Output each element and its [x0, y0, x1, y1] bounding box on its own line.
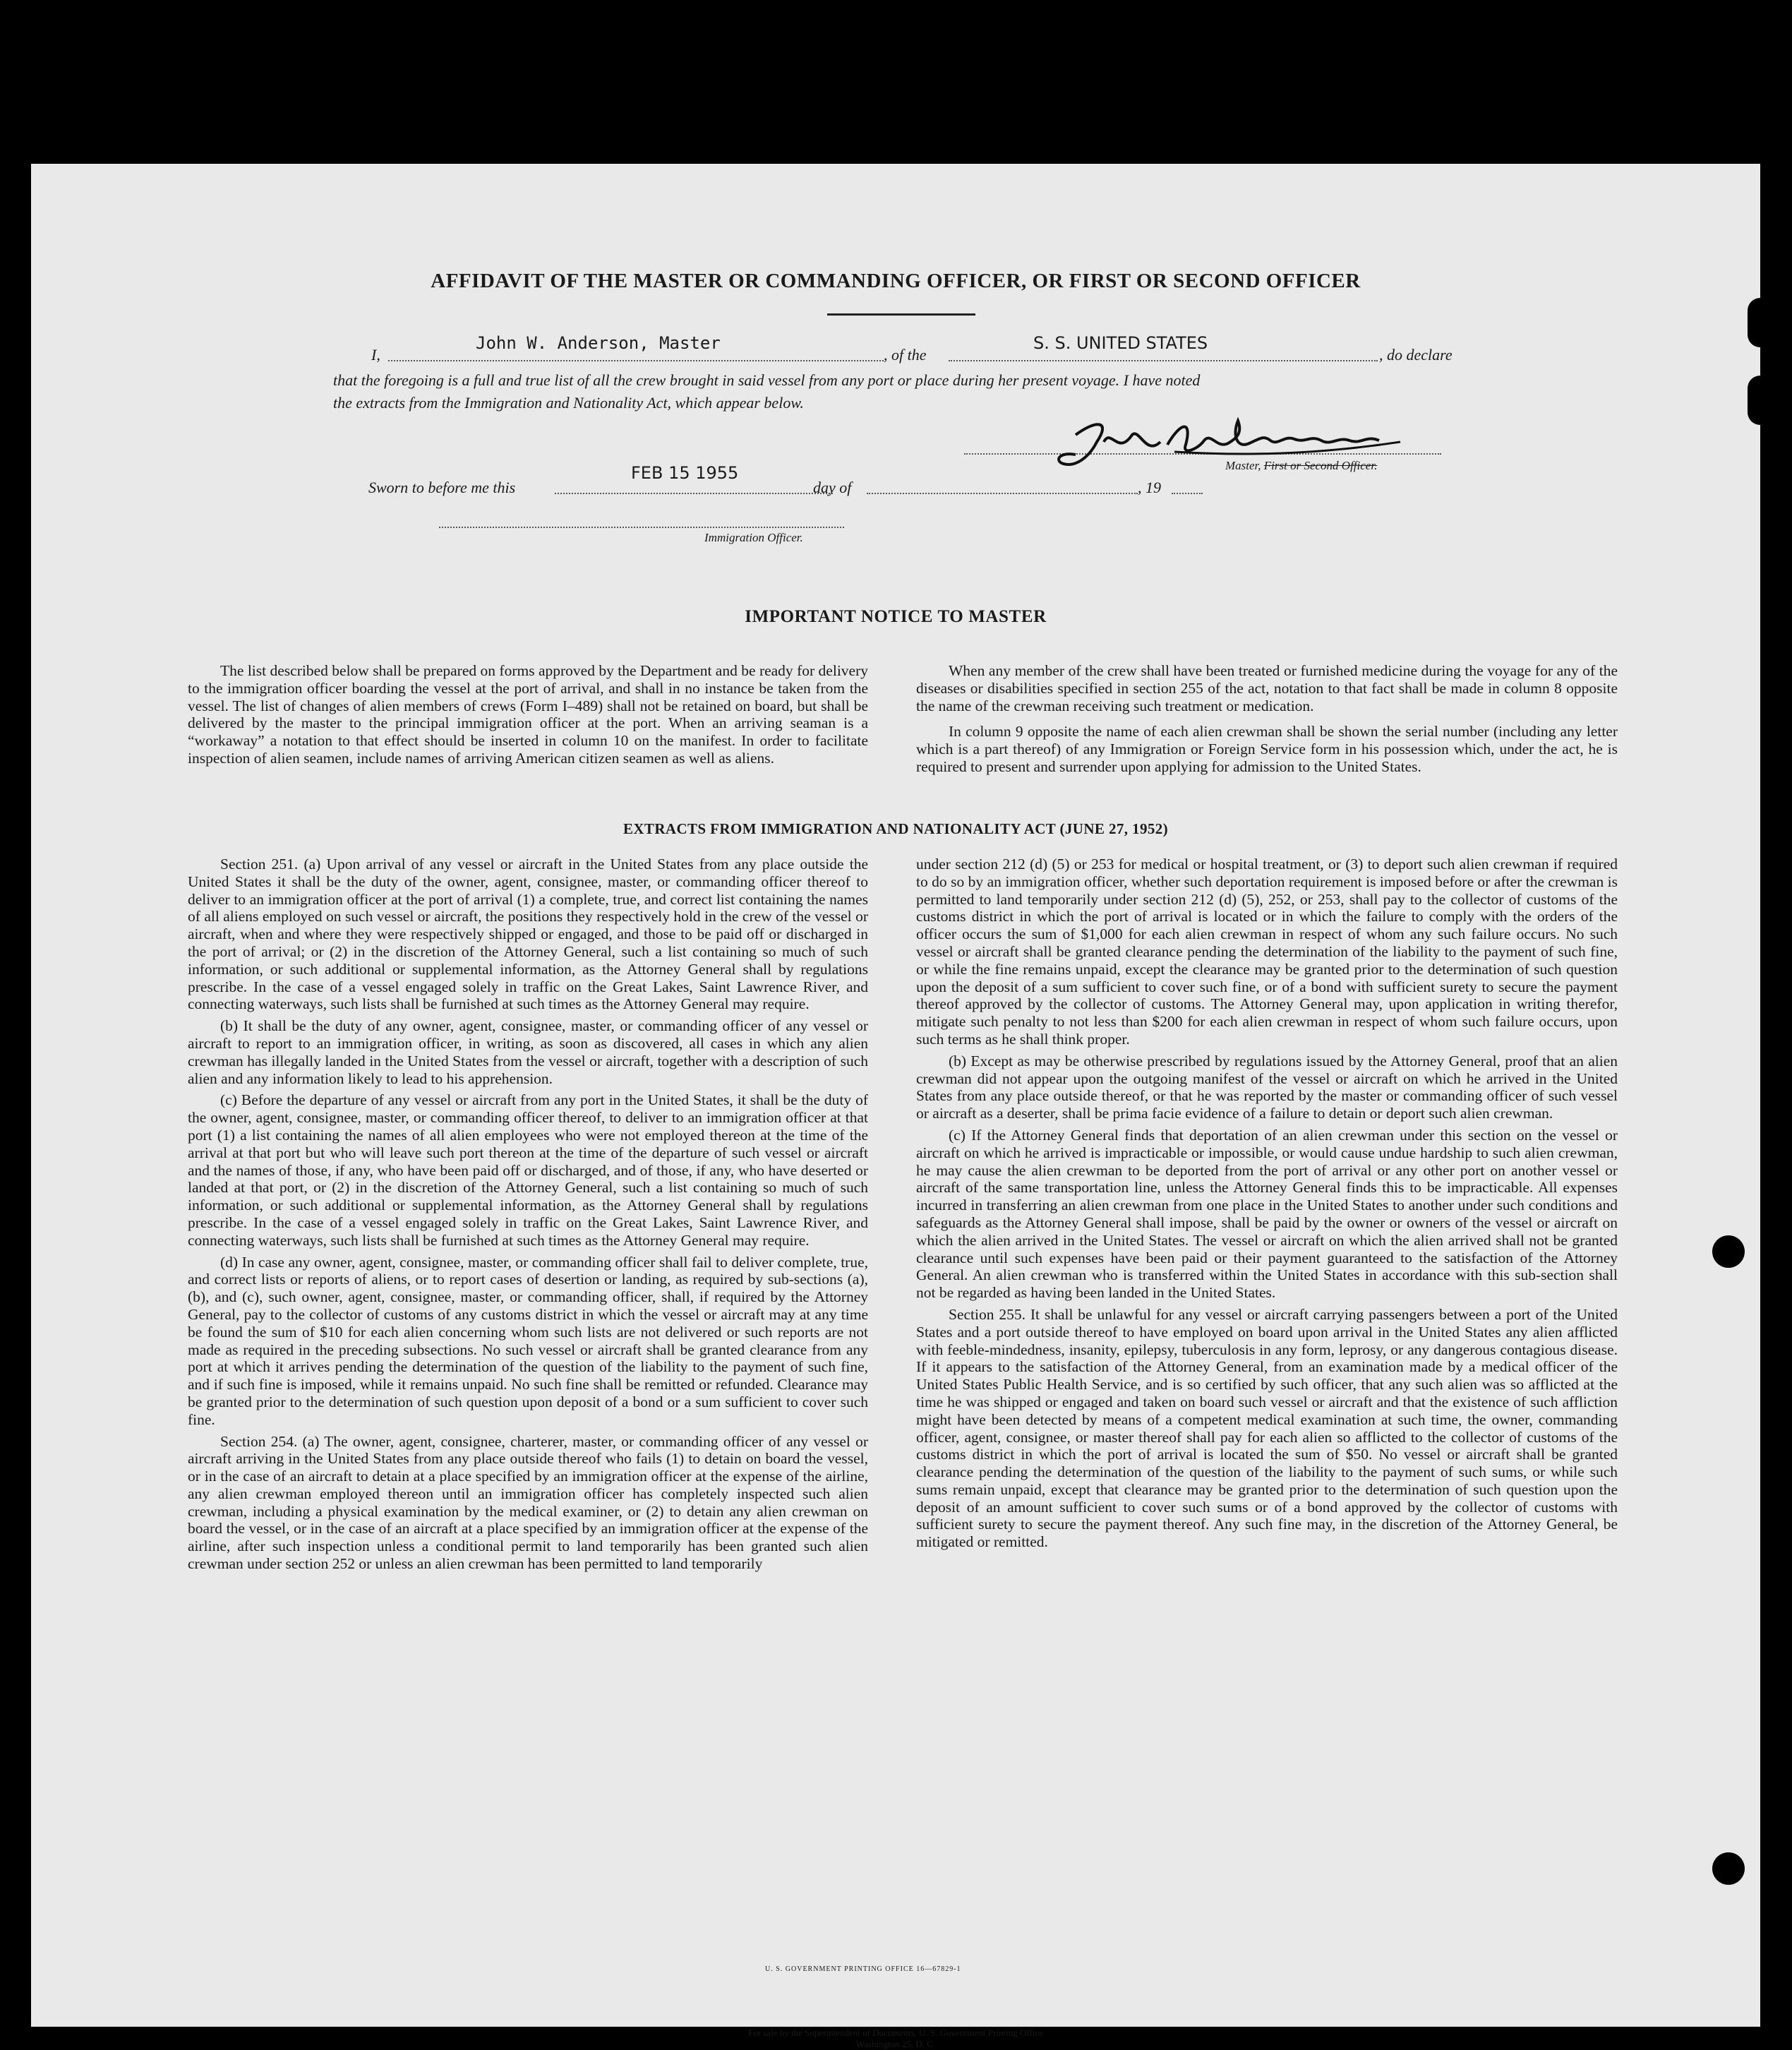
edge-notch — [1748, 376, 1760, 425]
month-line — [867, 491, 1138, 494]
notice-title: IMPORTANT NOTICE TO MASTER — [745, 607, 1047, 626]
master-caption: Master, First or Second Officer. — [1225, 459, 1378, 472]
section-255: Section 255. It shall be unlawful for any vessel or aircraft carrying passengers between a port of the United States and a port outside thereof to have employed on board upon arrival in the United States any alien afflicted with feeble-mindedness, insanity, epilepsy, tuberculosis in any form, leprosy, or any dangerous contagious disease. If it appears to the satisfaction of the Attorney General, from an examination made by a medical officer of the United States Public Health Service, and is so certified by such officer, that any such alien was so afflicted at the time he was shipped or engaged and taken on board such vessel or aircraft and that the existence of such affliction might have been detected by means of a competent medical examination at such time, the owner, commanding officer, agent, consignee, or master thereof shall pay for each alien so afflicted to the collector of customs of the customs district in which the port of arrival is located the sum of $50. No vessel or aircraft shall be granted clearance pending the determination of the question of the liability to the payment of such sums, or while such sums remain unpaid, except that clearance may be granted prior to the determination of such question upon the deposit of an amount sufficient to cover such sums or of a bond approved by the collector of customs with sufficient surety to secure the payment thereof. Any such fine may, in the discretion of the Attorney General, be mitigated or remitted. — [916, 1305, 1618, 1551]
section-251-d: (d) In case any owner, agent, consignee, master, or commanding officer shall fail to deliver complete, true, and correct lists or reports of aliens, or to report cases of desertion or landing, as required by sub-sections (a), (b), and (c), such owner, agent, consignee, master, or commanding officer, shall, if required by the Attorney General, pay to the collector of customs of any customs district in which the vessel or aircraft may at any time be found the sum of $10 for each alien concerning whom such lists are not delivered or such reports are not made as required in the preceding subsections. No such vessel or aircraft shall be granted clearance from any port at which it arrives pending the determination of the question of the liability to the payment of such fine, and if such fine is imposed, while it remains unpaid. No such fine shall be remitted or refunded. Clearance may be granted prior to the determination of such question upon deposit of a bond or a sum sufficient to cover such fine. — [188, 1253, 868, 1428]
statement-line-1: that the foregoing is a full and true list of all the crew brought in said vessel from any port or place during her present voyage. I have noted — [333, 371, 1201, 389]
section-254-c: (c) If the Attorney General finds that deportation of an alien crewman under this section on the vessel or aircraft on which he arrived is impracticable or impossible, or would cause undue hardship to such alien crewman, he may cause the alien crewman to be deported from the port of arrival or any other port on another vessel or aircraft of the same transportation line, unless the Attorney General finds this to be impracticable. All expenses incurred in transferring an alien crewman from one place in the United States to another under such conditions and safeguards as the Attorney General shall impose, shall be paid by the owner or owners of the vessel or aircraft on which the alien arrived in the United States. The vessel or aircraft on which the alien arrived shall not be granted clearance until such expenses have been paid or their payment guaranteed to the satisfaction of the Attorney General. An alien crewman who is transferred within the United States in accordance with this sub-section shall not be regarded as having been landed in the United States. — [916, 1126, 1618, 1302]
extracts-right-column — [916, 856, 1618, 1551]
section-254-a: Section 254. (a) The owner, agent, consignee, charterer, master, or commanding officer of any vessel or aircraft arriving in the United States from any place outside thereof who fails (1) to detain on board the vessel, or in the case of an aircraft to detain at a place specified by an immigration officer at the expense of the airline, any alien crewman employed thereon until an immigration officer has completely inspected such alien crewman, including a physical examination by the medical examiner, or (2) to detain any alien crewman on board the vessel, or in the case of an aircraft at a place specified by an immigration officer at the expense of the airline, after such inspection unless a conditional permit to land temporarily has been granted such alien crewman under section 252 or unless an alien crewman has been permitted to land temporarily — [188, 1432, 868, 1573]
extracts-left-column — [188, 856, 868, 1573]
notice-left-column — [188, 662, 868, 767]
section-251-c: (c) Before the departure of any vessel or aircraft from any port in the United States, it shall be the duty of the owner, agent, consignee, master, or commanding officer thereof, to deliver to an immigration officer at that port (1) a list containing the names of all alien employees who were not employed thereon at the time of the arrival at that port but who will leave such port thereon at the time of the departure of such vessel or aircraft and the names of those, if any, who have been paid off or discharged, and of those, if any, who have deserted or landed at that port, or (2) in the discretion of the Attorney General, such a list containing so much of such information, or such additional or supplemental information, as the Attorney General shall by regulations prescribe. In the case of a vessel engaged solely in traffic on the Great Lakes, Saint Lawrence River, and connecting waterways, such lists shall be furnished at such times as the Attorney General may require. — [188, 1091, 868, 1249]
extracts-title: EXTRACTS FROM IMMIGRATION AND NATIONALITY ACT (JUNE 27, 1952) — [623, 820, 1169, 837]
affidavit-title: AFFIDAVIT OF THE MASTER OR COMMANDING OFFICER, OR FIRST OR SECOND OFFICER — [431, 270, 1361, 292]
footer-line-1: For sale by the Superintendent of Documents, U. S. Government Printing Office — [748, 2027, 1043, 2038]
section-251-a: Section 251. (a) Upon arrival of any vessel or aircraft in the United States from any place outside the United States it shall be the duty of the owner, agent, consignee, master, or commanding officer thereof to deliver to an immigration officer at the port of arrival (1) a complete, true, and correct list containing the names of all aliens employed on such vessel or aircraft, the positions they respectively hold in the crew of the vessel or aircraft, when and where they were respectively shipped or engaged, and those to be paid off or discharged in the port of arrival; or (2) in the discretion of the Attorney General, such a list containing so much of such information, or such additional or supplemental information, as the Attorney General shall by regulations prescribe. In the case of a vessel engaged solely in traffic on the Great Lakes, Saint Lawrence River, and connecting waterways, such lists shall be furnished at such times as the Attorney General may require. — [188, 856, 868, 1013]
notice-paragraph: The list described below shall be prepared on forms approved by the Department and be ready for delivery to the immigration officer boarding the vessel at the port of arrival, and shall in no instance be taken from the vessel. The list of changes of alien members of crews (Form I–489) shall not be retained on board, but shall be delivered by the master to the principal immigration officer at the port. When an arriving seaman is a “workaway” a notation to that effect should be inserted in column 10 on the manifest. In order to facilitate inspection of alien seamen, include names of arriving American citizen seamen as well as aliens. — [188, 662, 868, 767]
notice-paragraph: When any member of the crew shall have been treated or furnished medicine during the voyage for any of the diseases or disabilities specified in section 255 of the act, notation to that fact shall be made in column 8 opposite the name of the crewman receiving such treatment or medication. — [916, 662, 1618, 714]
sales-footer — [31, 2027, 1760, 2050]
day-of-label: day of — [813, 479, 852, 496]
year-line — [1172, 491, 1203, 494]
section-254-a-continued: under section 212 (d) (5) or 253 for medical or hospital treatment, or (3) to deport such alien crewman if required to do so by an immigration officer, whether such deportation requirement is imposed before or after the crewman is permitted to land temporarily under section 212 (d) (5), 252, or 253, shall pay to the collector of customs of the customs district in which the port of arrival is located or in which the failure to comply with the orders of the officer occurs the sum of $1,000 for each alien crewman in respect of whom any such failure occurs. No such vessel or aircraft shall be granted clearance pending the determination of the liability to the payment of such fine, or while the fine remains unpaid, except the clearance may be granted prior to the determination of such question upon the deposit of a sum sufficient to cover such fine, or of a bond with sufficient surety to secure the payment thereof approved by the collector of customs. The Attorney General may, upon application in writing therefor, mitigate such penalty to not less than $200 for each alien crewman in respect of whom such failure occurs, upon such terms as he shall think proper. — [916, 856, 1618, 1048]
document-page — [31, 164, 1760, 2049]
vessel-name-line — [949, 359, 1378, 361]
of-the-label: , of the — [884, 346, 927, 364]
printer-line: U. S. GOVERNMENT PRINTING OFFICE 16—67829-1 — [765, 1965, 961, 1973]
punch-hole — [1712, 1852, 1745, 1885]
do-declare-label: , do declare — [1379, 346, 1453, 364]
section-254-b: (b) Except as may be otherwise prescribed by regulations issued by the Attorney General, proof that an alien crewman did not appear upon the outgoing manifest of the vessel or aircraft on which he arrived in the United States from any place outside thereof, or that he was reported by the master or commanding officer of such vessel or aircraft as a deserter, shall be prima facie evidence of a failure to detain or deport such alien crewman. — [916, 1052, 1618, 1122]
notice-right-column — [916, 662, 1618, 776]
sworn-date-stamp: FEB 15 1955 — [631, 463, 739, 483]
immigration-officer-caption: Immigration Officer. — [704, 531, 803, 544]
footer-line-2: Washington 25, D. C. — [855, 2039, 936, 2049]
i-label: I, — [371, 346, 380, 364]
master-name-field: John W. Anderson, Master — [476, 333, 721, 353]
master-name-line — [388, 359, 884, 361]
edge-notch — [1748, 298, 1760, 347]
year-label: , 19 — [1138, 479, 1161, 496]
notice-paragraph: In column 9 opposite the name of each alien crewman shall be shown the serial number (including any letter which is a part thereof) of any Immigration or Foreign Service form in his possession which, under the act, he is required to present and surrender upon applying for admission to the United States. — [916, 723, 1618, 775]
immigration-officer-line — [439, 525, 844, 528]
sworn-label: Sworn to before me this — [368, 479, 516, 496]
statement-line-2: the extracts from the Immigration and Nationality Act, which appear below. — [333, 394, 804, 412]
vessel-name-field: S. S. UNITED STATES — [1033, 333, 1208, 353]
section-251-b: (b) It shall be the duty of any owner, agent, consignee, master, or commanding officer of any vessel or aircraft to report to an immigration officer, in writing, as soon as discovered, all cases in which any alien crewman has illegally landed in the United States from the vessel or aircraft, together with a description of such alien and any information likely to lead to his apprehension. — [188, 1017, 868, 1087]
sworn-date-line — [555, 491, 833, 494]
title-rule — [827, 313, 975, 316]
punch-hole — [1712, 1235, 1745, 1268]
